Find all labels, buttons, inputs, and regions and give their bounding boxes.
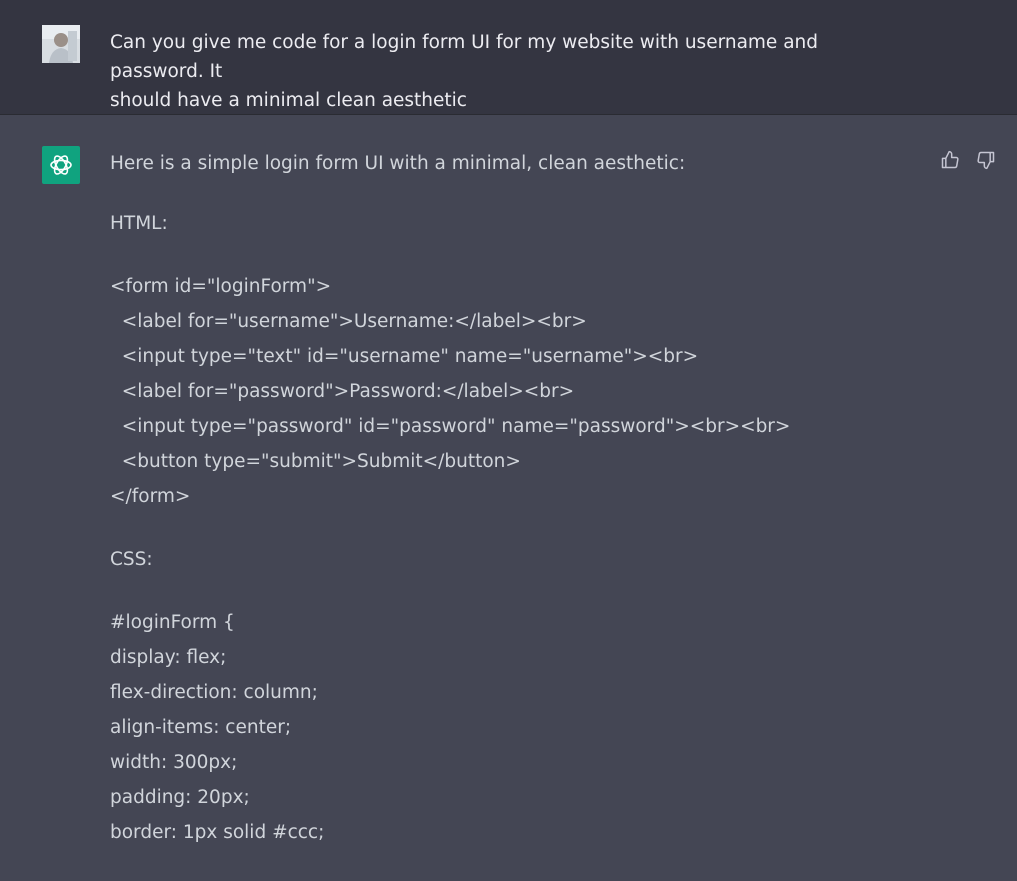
openai-logo-icon [48, 152, 74, 178]
assistant-avatar [42, 146, 80, 184]
assistant-message-content [110, 149, 930, 881]
code-line: <label for="username">Username:</label><br> [110, 311, 587, 332]
user-message-line-2: should have a minimal clean aesthetic [110, 90, 467, 111]
code-line: display: flex; [110, 647, 227, 668]
user-avatar [42, 25, 80, 63]
user-message-line-1: Can you give me code for a login form UI for my website with username and password. It [110, 32, 819, 82]
code-line: #loginForm { [110, 612, 235, 633]
assistant-message-row [0, 115, 1017, 843]
code-line: align-items: center; [110, 717, 292, 738]
code-line: flex-direction: column; [110, 682, 318, 703]
code-line: </form> [110, 486, 191, 507]
code-line: <input type="text" id="username" name="username"><br> [110, 346, 699, 367]
html-code-block [110, 269, 930, 514]
css-heading: CSS: [110, 549, 153, 570]
code-line: <label for="password">Password:</label><br> [110, 381, 575, 402]
thumbs-down-button[interactable] [976, 150, 996, 170]
feedback-buttons [940, 150, 996, 170]
code-line: <button type="submit">Submit</button> [110, 451, 521, 472]
code-line: width: 300px; [110, 752, 238, 773]
css-code-block [110, 605, 930, 850]
user-message-text [110, 28, 910, 115]
html-heading: HTML: [110, 213, 168, 234]
code-line: padding: 20px; [110, 787, 250, 808]
thumbs-down-icon [976, 150, 996, 170]
code-line: border: 1px solid #ccc; [110, 822, 325, 843]
thumbs-up-icon [940, 150, 960, 170]
code-line: <form id="loginForm"> [110, 276, 332, 297]
code-line: <input type="password" id="password" name="password"><br><br> [110, 416, 791, 437]
thumbs-up-button[interactable] [940, 150, 960, 170]
assistant-intro: Here is a simple login form UI with a minimal, clean aesthetic: [110, 153, 686, 174]
user-message-row [0, 0, 1017, 115]
user-avatar-photo-icon [42, 25, 80, 63]
